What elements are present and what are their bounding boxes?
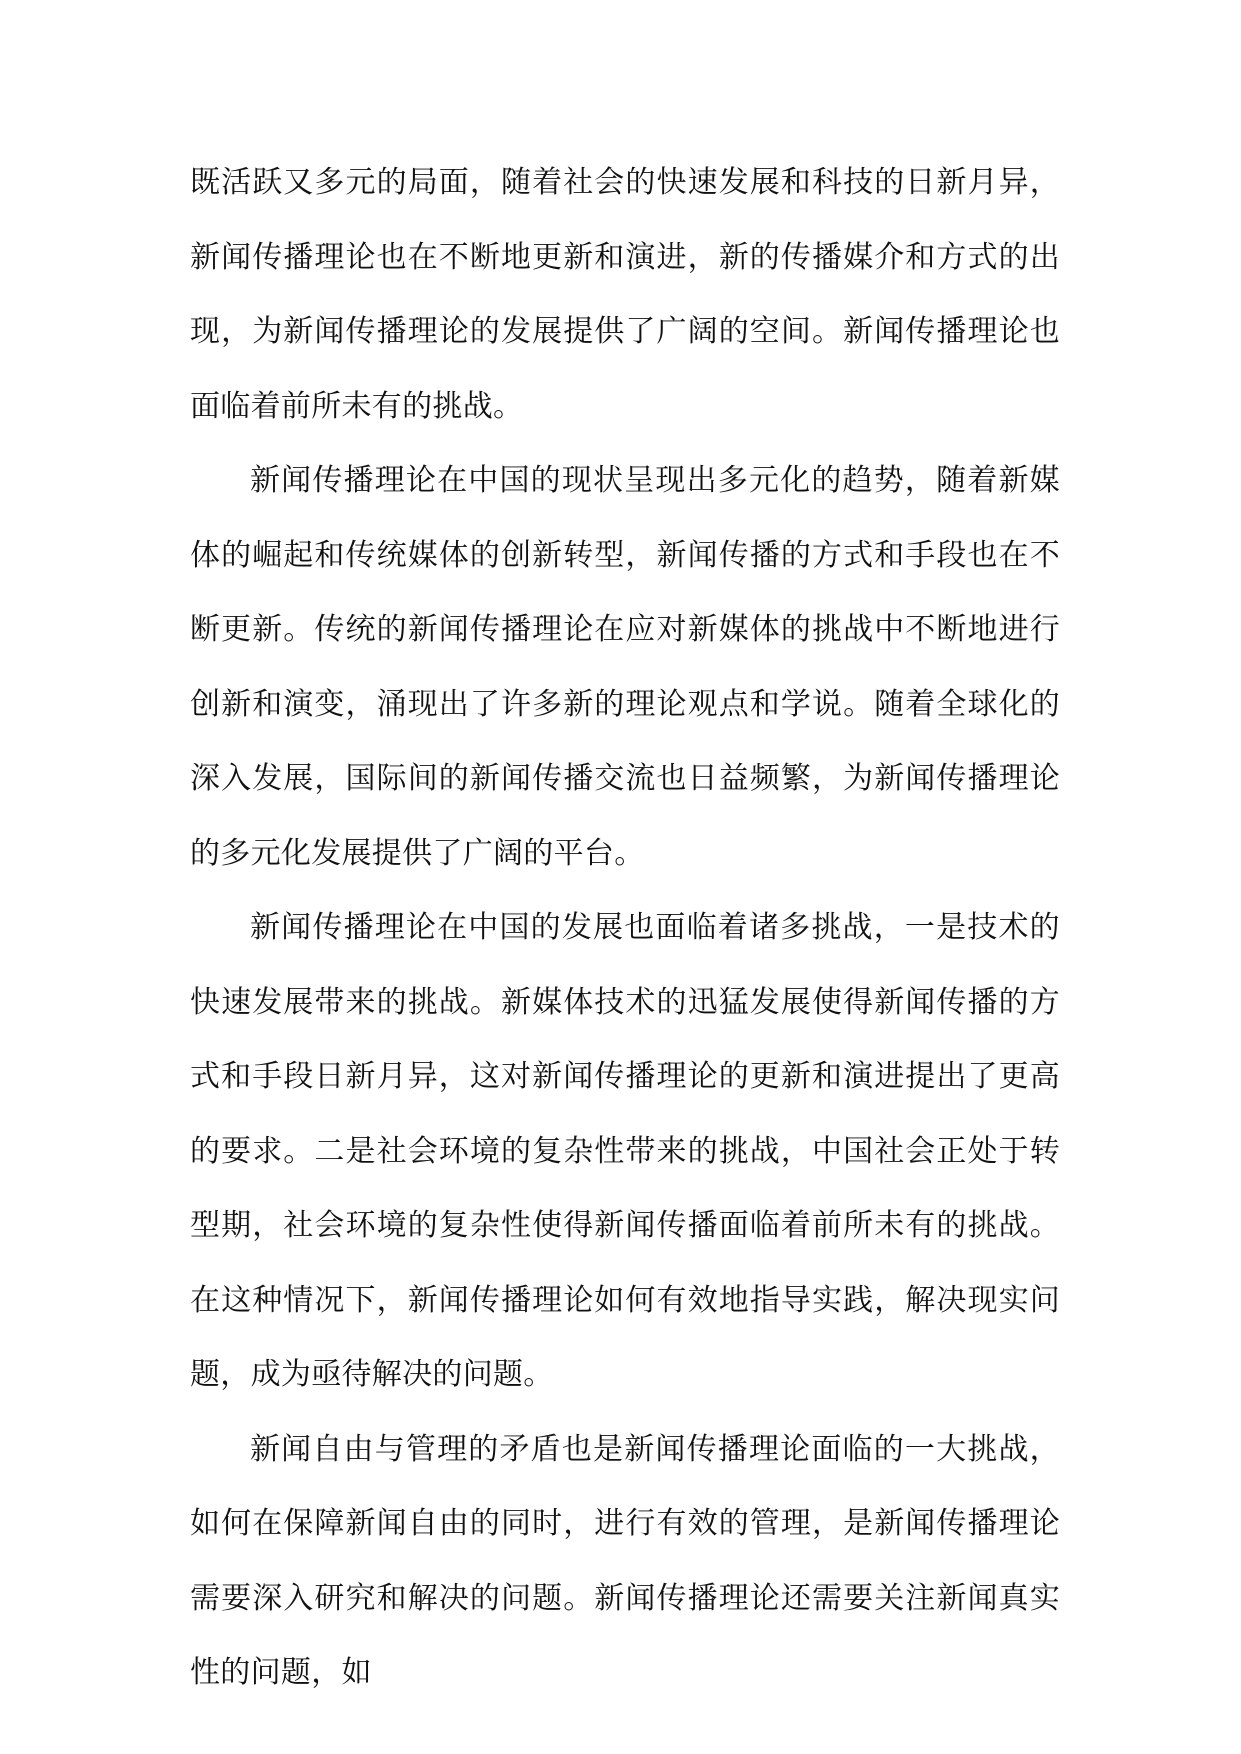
paragraph-freedom-management: 新闻自由与管理的矛盾也是新闻传播理论面临的一大挑战，如何在保障新闻自由的同时，进行有效的管理，是新闻传播理论需要深入研究和解决的问题。新闻传播理论还需要关注新闻真实性的问题，如 (190, 1431, 1060, 1690)
paragraph-current-status: 新闻传播理论在中国的现状呈现出多元化的趋势，随着新媒体的崛起和传统媒体的创新转型，新闻传播的方式和手段也在不断更新。传统的新闻传播理论在应对新媒体的挑战中不断地进行创新和演变，涌现出了许多新的理论观点和学说。随着全球化的深入发展，国际间的新闻传播交流也日益频繁，为新闻传播理论的多元化发展提供了广阔的平台。 (190, 463, 1060, 871)
paragraph-challenges: 新闻传播理论在中国的发展也面临着诸多挑战，一是技术的快速发展带来的挑战。新媒体技术的迅猛发展使得新闻传播的方式和手段日新月异，这对新闻传播理论的更新和演进提出了更高的要求。二是社会环境的复杂性带来的挑战，中国社会正处于转型期，社会环境的复杂性使得新闻传播面临着前所未有的挑战。在这种情况下，新闻传播理论如何有效地指导实践，解决现实问题，成为亟待解决的问题。 (190, 910, 1060, 1392)
document-body (190, 146, 1060, 1711)
paragraph-continuation: 既活跃又多元的局面，随着社会的快速发展和科技的日新月异，新闻传播理论也在不断地更新和演进，新的传播媒介和方式的出现，为新闻传播理论的发展提供了广阔的空间。新闻传播理论也面临着前所未有的挑战。 (190, 165, 1060, 424)
